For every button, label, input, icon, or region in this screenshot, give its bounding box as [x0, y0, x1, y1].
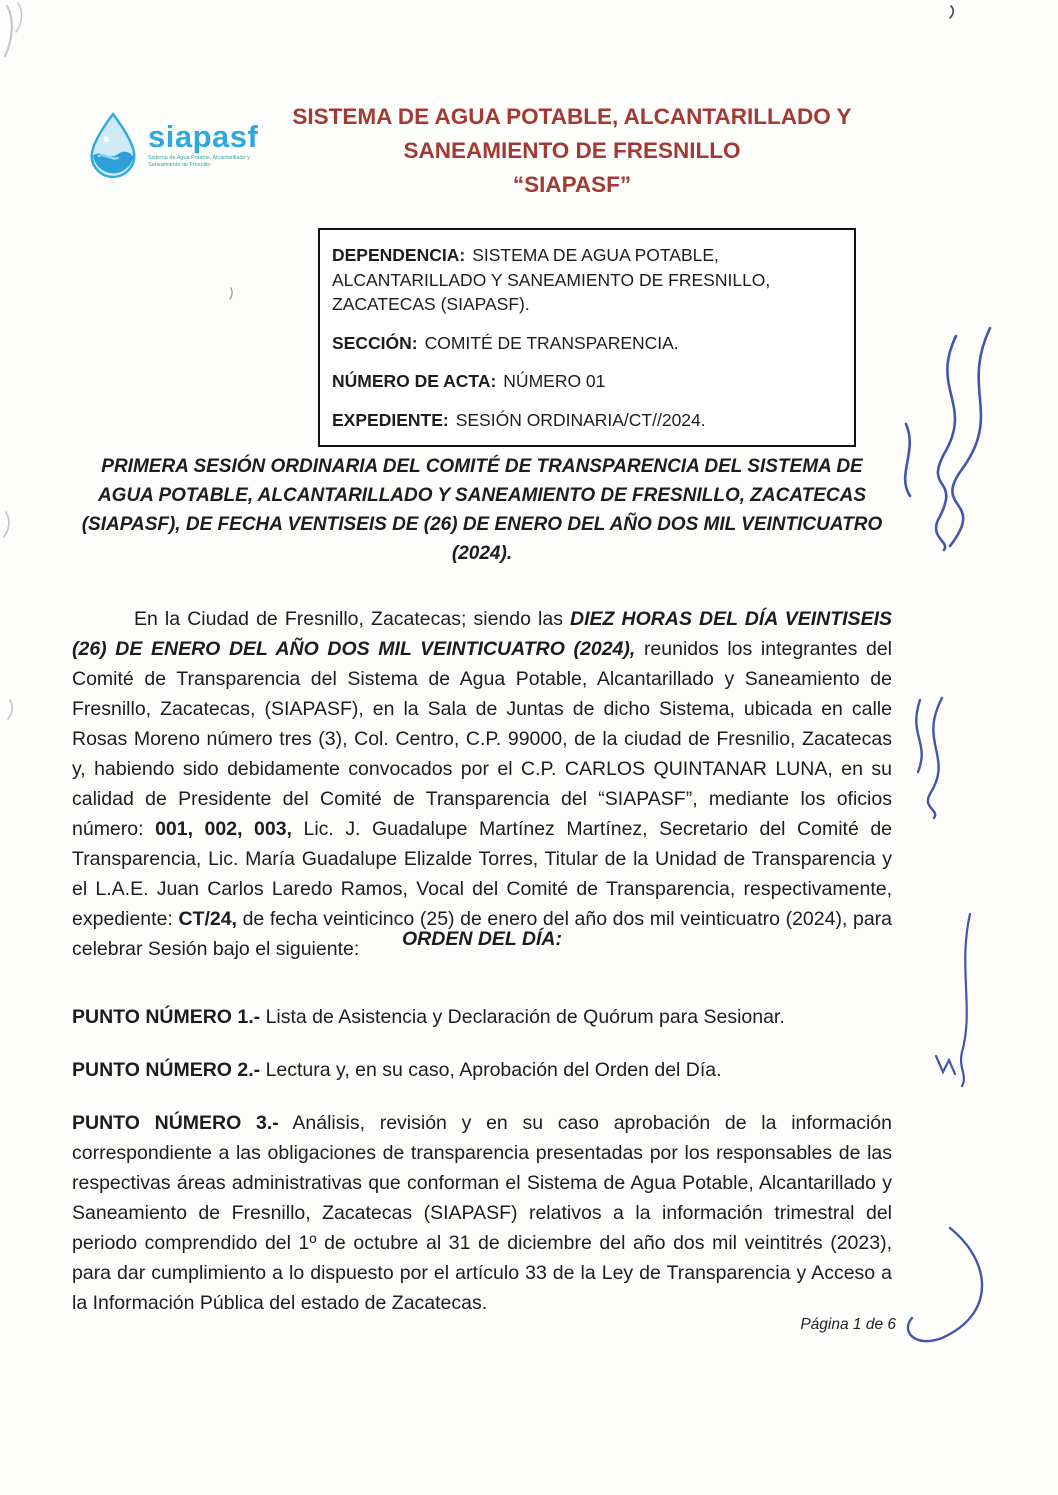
- info-label: DEPENDENCIA:: [332, 245, 466, 265]
- session-heading: PRIMERA SESIÓN ORDINARIA DEL COMITÉ DE TRANSPARENCIA DEL SISTEMA DE AGUA POTABLE, ALCANTARILLADO Y SANEAMIENTO DE FRESNILLO, ZACATECAS (SIAPASF), DE FECHA VENTISEIS DE (26) DE ENERO DEL AÑO DOS MIL VEINTICUATRO (2024).: [81, 456, 883, 564]
- pen-tick-mark: [950, 6, 953, 18]
- info-value: SESIÓN ORDINARIA/CT//2024.: [455, 409, 706, 430]
- punto-numero-3: PUNTO NÚMERO 3.- Análisis, revisión y en su caso aprobación de la información correspondiente a las obligaciones de transparencia presentadas por los responsables de las respectivas áreas administrativas que conforman el Sistema de Agua Potable, Alcantarillado y Saneamiento de Fresnillo, Zacatecas (SIAPASF) relativos a la información trimestral del periodo comprendido del 1º de octubre al 31 de diciembre del año dos mil veintitrés (2023), para dar cumplimiento a lo dispuesto por el artículo 33 de la Ley de Transparencia y Acceso a la Información Pública del estado de Zacatecas.: [72, 1111, 892, 1314]
- document-title-line-2: SANEAMIENTO DE FRESNILLO: [403, 138, 741, 163]
- intro-paragraph: En la Ciudad de Fresnillo, Zacatecas; siendo las DIEZ HORAS DEL DÍA VEINTISEIS (26) DE ENERO DEL AÑO DOS MIL VEINTICUATRO (2024), reunidos los integrantes del Comité de Transparencia del Sistema de Agua Potable, Alcantarillado y Saneamiento de Fresnillo, Zacatecas, (SIAPASF), en la Sala de Juntas de dicho Sistema, ubicada en calle Rosas Moreno número tres (3), Col. Centro, C.P. 99000, de la ciudad de Fresnilio, Zacatecas y, habiendo sido debidamente convocados por el C.P. CARLOS QUINTANAR LUNA, en su calidad de Presidente del Comité de Transparencia del “SIAPASF”, mediante los oficios número: 001, 002, 003, Lic. J. Guadalupe Martínez Martínez, Secretario del Comité de Transparencia, Lic. María Guadalupe Elizalde Torres, Titular de la Unidad de Transparencia y el L.A.E. Juan Carlos Laredo Ramos, Vocal del Comité de Transparencia, respectivamente, expediente: CT/24, de fecha veinticinco (25) de enero del año dos mil veinticuatro (2024), para celebrar Sesión bajo el siguiente:: [72, 607, 893, 960]
- info-value: NÚMERO 01: [503, 371, 606, 391]
- punto-numero-2: PUNTO NÚMERO 2.- Lectura y, en su caso, Aprobación del Orden del Día.: [72, 1058, 722, 1081]
- info-label: NÚMERO DE ACTA:: [332, 371, 497, 391]
- info-row-dependencia: [320, 236, 854, 324]
- water-drop-icon: [84, 110, 142, 180]
- logo-tagline: Sistema de Agua Potable, Alcantarillado y Saneamiento de Fresnillo: [148, 155, 250, 168]
- info-row-numero-acta: [320, 362, 854, 401]
- info-label: EXPEDIENTE:: [332, 409, 449, 430]
- siapasf-logo: [84, 110, 268, 180]
- signature-mark-4: [908, 1228, 982, 1341]
- document-info-box: [318, 228, 856, 447]
- info-row-expediente: [320, 401, 854, 440]
- document-title: [243, 100, 901, 202]
- document-title-line-1: SISTEMA DE AGUA POTABLE, ALCANTARILLADO Y: [292, 104, 852, 129]
- info-row-seccion: [320, 324, 854, 363]
- signature-mark-3: [936, 914, 970, 1086]
- page-number: Página 1 de 6: [800, 1316, 896, 1333]
- signature-mark-2: [916, 698, 942, 818]
- document-title-line-3: “SIAPASF”: [512, 172, 632, 197]
- info-value: COMITÉ DE TRANSPARENCIA.: [424, 332, 679, 353]
- logo-wordmark: siapasf: [148, 119, 259, 155]
- signature-mark-1: [905, 328, 990, 550]
- orden-del-dia-heading: ORDEN DEL DÍA:: [402, 928, 562, 950]
- info-label: SECCIÓN:: [332, 332, 418, 353]
- punto-numero-1: PUNTO NÚMERO 1.- Lista de Asistencia y Declaración de Quórum para Sesionar.: [72, 1005, 785, 1028]
- info-value: SISTEMA DE AGUA POTABLE, ALCANTARILLADO Y SANEAMIENTO DE FRESNILLO, ZACATECAS (SIAPASF).: [332, 245, 771, 314]
